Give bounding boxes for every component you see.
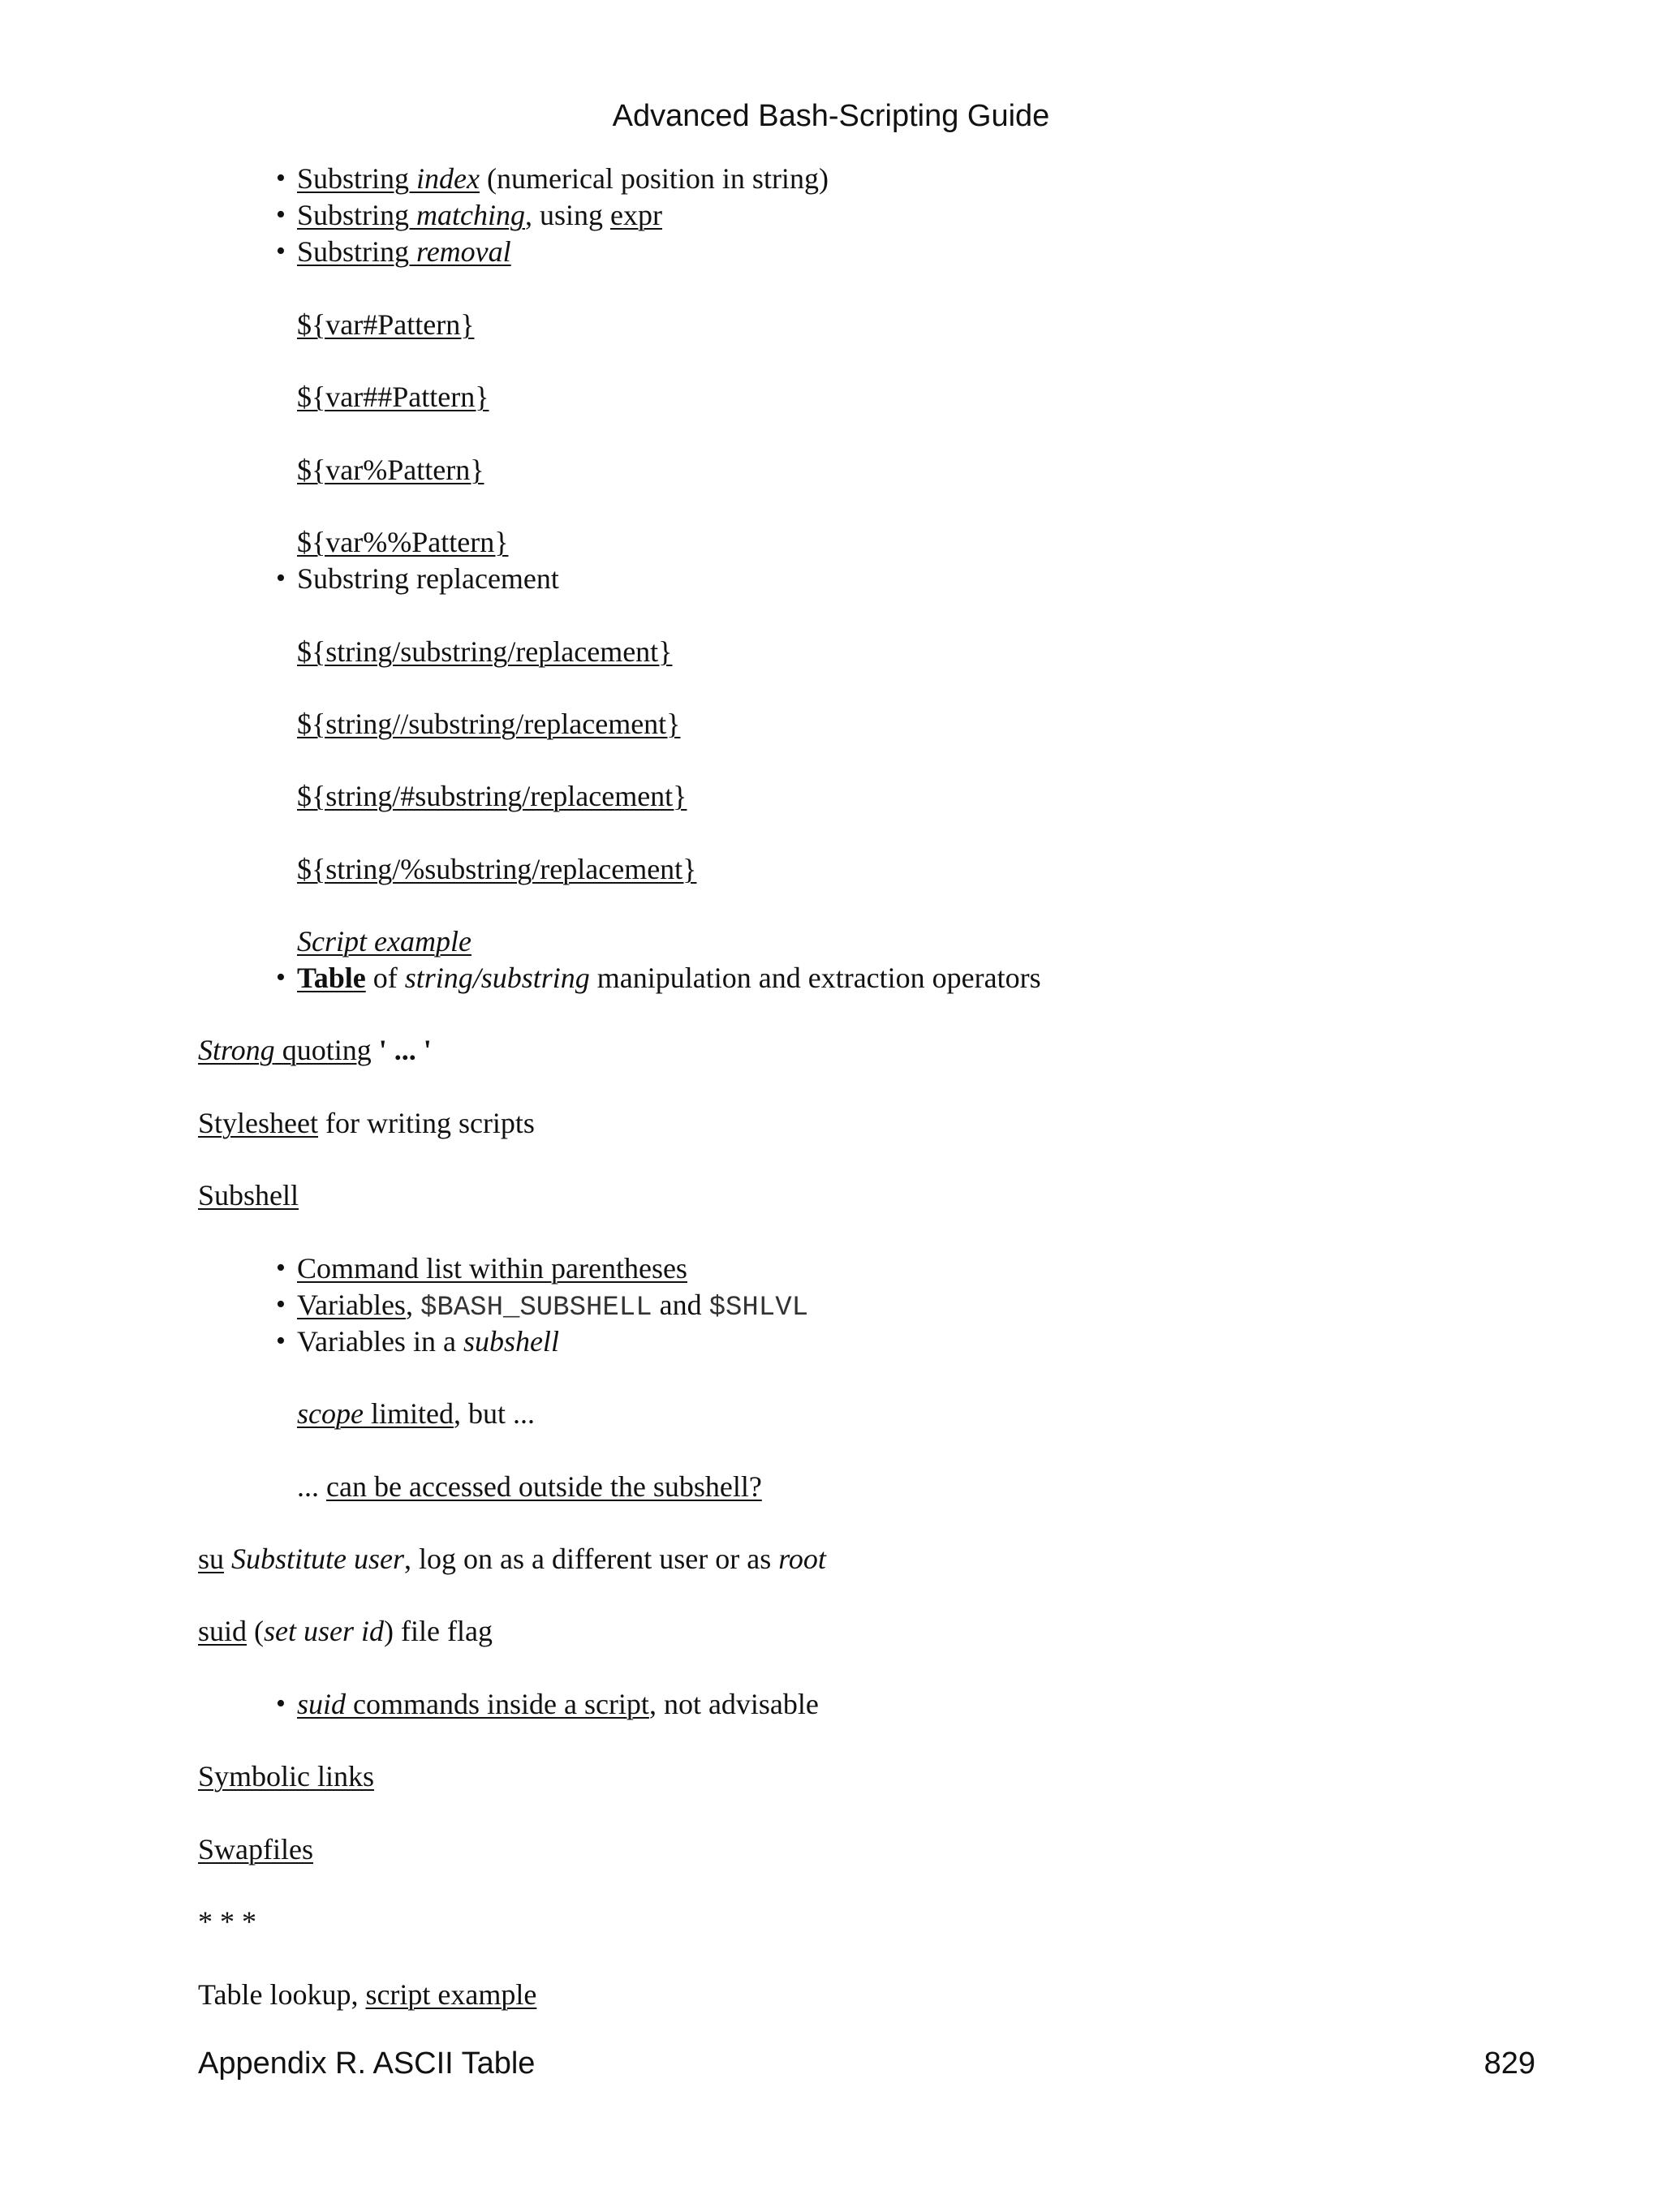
list-item-substring-removal — [276, 233, 511, 270]
removal-form-link[interactable]: ${var#Pattern} — [297, 308, 475, 341]
strong-quoting-link[interactable]: Strong quoting — [198, 1034, 372, 1066]
suid-commands-link[interactable]: suid commands inside a script — [297, 1688, 649, 1720]
replacement-form-link[interactable]: ${string/%substring/replacement} — [297, 853, 697, 885]
bullet: • — [276, 1689, 286, 1719]
list-item-substring-index: • Substring index (numerical position in string) — [297, 160, 829, 197]
scope-limited-link[interactable]: scope limited — [297, 1397, 454, 1430]
list-item-suid-commands: • suid commands inside a script, not advisable — [297, 1685, 819, 1723]
list-item-variables: • Variables, $BASH_SUBSHELL and $SHLVL — [297, 1286, 808, 1327]
entry-table-lookup: Table lookup, script example — [198, 1978, 537, 2011]
symbolic-links-link[interactable]: Symbolic links — [198, 1760, 375, 1792]
entry-su: su Substitute user, log on as a different user or as root — [198, 1543, 826, 1575]
page-header-title: Advanced Bash-Scripting Guide — [612, 99, 1050, 133]
list-item-table: • Table of string/substring manipulation and extraction operators — [297, 959, 1041, 996]
command-list-link[interactable]: Command list within parentheses — [297, 1252, 687, 1285]
bullet: • — [276, 962, 286, 992]
substring-removal-link[interactable]: Substring removal — [297, 235, 511, 268]
bullet: • — [276, 236, 286, 266]
list-item-substring-matching: • Substring matching, using expr — [297, 196, 662, 234]
footer-chapter: Appendix R. ASCII Table — [198, 2046, 536, 2081]
bullet: • — [276, 1253, 286, 1283]
entry-stylesheet: Stylesheet for writing scripts — [198, 1107, 535, 1139]
replacement-form-link[interactable]: ${string//substring/replacement} — [297, 708, 681, 740]
accessed-outside-line: ... can be accessed outside the subshell? — [297, 1470, 762, 1503]
expr-link[interactable]: expr — [610, 199, 662, 231]
table-lookup-script-link[interactable]: script example — [365, 1978, 537, 2011]
replacement-form-link[interactable]: ${string/substring/replacement} — [297, 635, 673, 668]
variables-link[interactable]: Variables — [297, 1289, 406, 1321]
substring-matching-link[interactable]: Substring matching — [297, 199, 526, 231]
bullet: • — [276, 200, 286, 230]
entry-suid: suid (set user id) file flag — [198, 1615, 493, 1647]
scope-limited-line: scope limited, but ... — [297, 1397, 535, 1430]
swapfiles-link[interactable]: Swapfiles — [198, 1833, 313, 1866]
code-shlvl: $SHLVL — [708, 1293, 809, 1323]
suid-link[interactable]: suid — [198, 1615, 248, 1647]
table-link[interactable]: Table — [297, 962, 366, 994]
list-item-substring-replacement: • Substring replacement — [297, 560, 559, 597]
removal-form-link[interactable]: ${var%%Pattern} — [297, 526, 509, 558]
list-item-command-list — [276, 1250, 687, 1287]
substring-index-link[interactable]: Substring index — [297, 162, 480, 195]
bullet: • — [276, 163, 286, 193]
footer-page-number: 829 — [1483, 2046, 1535, 2081]
script-example-link[interactable]: Script example — [297, 925, 471, 958]
replacement-form-link[interactable]: ${string/#substring/replacement} — [297, 780, 687, 812]
code-bash-subshell: $BASH_SUBSHELL — [420, 1293, 652, 1323]
section-separator: * * * — [198, 1905, 256, 1938]
removal-form-link[interactable]: ${var##Pattern} — [297, 381, 489, 413]
removal-form-link[interactable]: ${var%Pattern} — [297, 454, 484, 486]
accessed-outside-link[interactable]: can be accessed outside the subshell? — [326, 1470, 762, 1503]
su-link[interactable]: su — [198, 1543, 225, 1575]
bullet: • — [276, 1289, 286, 1319]
stylesheet-link[interactable]: Stylesheet — [198, 1107, 318, 1139]
entry-strong-quoting: Strong quoting ' ... ' — [198, 1034, 432, 1066]
bullet: • — [276, 563, 286, 593]
bullet: • — [276, 1326, 286, 1356]
subshell-link[interactable]: Subshell — [198, 1179, 299, 1211]
list-item-vars-in-subshell: • Variables in a subshell — [297, 1323, 559, 1360]
